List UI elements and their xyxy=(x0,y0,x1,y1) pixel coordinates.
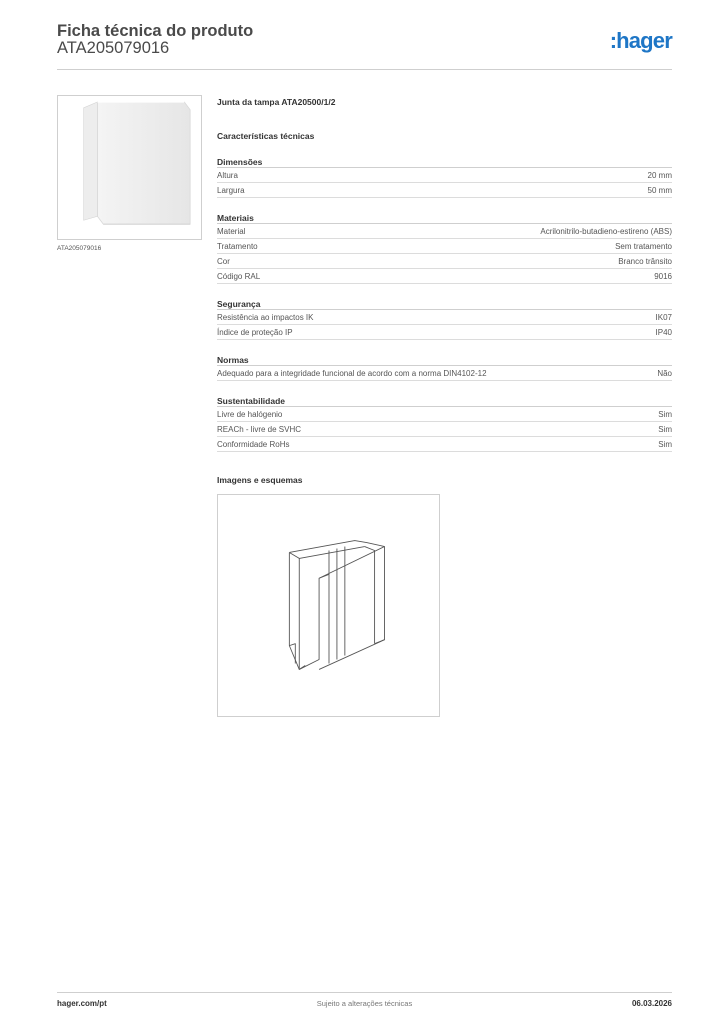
spec-row xyxy=(217,325,672,340)
spec-label: Índice de proteção IP xyxy=(217,328,293,337)
spec-row xyxy=(217,366,672,381)
spec-value: 9016 xyxy=(654,272,672,281)
specification-area xyxy=(217,96,672,486)
logo-text: hager xyxy=(616,28,672,53)
spec-value: Sim xyxy=(658,425,672,434)
product-photo-image xyxy=(58,96,201,239)
section-standards xyxy=(217,354,672,381)
section-title: Segurança xyxy=(217,298,672,310)
spec-label: Largura xyxy=(217,186,245,195)
spec-label: Livre de halógenio xyxy=(217,410,283,419)
spec-row xyxy=(217,168,672,183)
spec-value: 20 mm xyxy=(647,171,672,180)
photo-caption: ATA205079016 xyxy=(57,245,102,252)
section-materials xyxy=(217,212,672,284)
spec-row xyxy=(217,407,672,422)
page-footer xyxy=(57,992,672,1016)
spec-label: Resistência ao impactos IK xyxy=(217,313,314,322)
spec-row xyxy=(217,254,672,269)
document-title: Ficha técnica do produto xyxy=(57,22,254,40)
spec-value: Sim xyxy=(658,440,672,449)
page-header xyxy=(57,22,672,70)
hager-logo xyxy=(610,28,672,54)
spec-value: 50 mm xyxy=(647,186,672,195)
spec-row xyxy=(217,239,672,254)
spec-label: Tratamento xyxy=(217,242,258,251)
footer-date: 06.03.2026 xyxy=(631,999,672,1008)
spec-value: Branco trânsito xyxy=(618,257,672,266)
section-title: Dimensões xyxy=(217,156,672,168)
product-photo xyxy=(57,95,202,240)
technical-heading: Características técnicas xyxy=(217,131,315,141)
spec-value: IP40 xyxy=(655,328,672,337)
spec-label: Conformidade RoHs xyxy=(217,440,290,449)
spec-row xyxy=(217,183,672,198)
spec-row xyxy=(217,224,672,239)
spec-label: Adequado para a integridade funcional de acordo com a norma DIN4102-12 xyxy=(217,369,487,378)
product-code: ATA205079016 xyxy=(57,39,170,57)
images-heading: Imagens e esquemas xyxy=(217,475,303,485)
technical-drawing xyxy=(217,494,440,717)
spec-label: REACh - livre de SVHC xyxy=(217,425,302,434)
spec-value: Não xyxy=(657,369,672,378)
footer-notice: Sujeito a alterações técnicas xyxy=(316,999,413,1008)
spec-label: Altura xyxy=(217,171,238,180)
spec-value: Sem tratamento xyxy=(615,242,672,251)
section-title: Materiais xyxy=(217,212,672,224)
technical-drawing-image xyxy=(218,495,439,716)
spec-value: Sim xyxy=(658,410,672,419)
logo-mark-icon: : xyxy=(609,28,617,53)
section-safety xyxy=(217,298,672,340)
section-dimensions xyxy=(217,156,672,198)
spec-label: Material xyxy=(217,227,246,236)
spec-row xyxy=(217,269,672,284)
product-name: Junta da tampa ATA20500/1/2 xyxy=(217,97,336,107)
spec-value: IK07 xyxy=(655,313,672,322)
spec-label: Código RAL xyxy=(217,272,261,281)
spec-row xyxy=(217,437,672,452)
spec-row xyxy=(217,310,672,325)
spec-value: Acrilonitrilo-butadieno-estireno (ABS) xyxy=(540,227,672,236)
spec-row xyxy=(217,422,672,437)
section-sustainability xyxy=(217,395,672,452)
section-title: Sustentabilidade xyxy=(217,395,672,407)
footer-website: hager.com/pt xyxy=(57,999,107,1008)
section-title: Normas xyxy=(217,354,672,366)
spec-label: Cor xyxy=(217,257,230,266)
